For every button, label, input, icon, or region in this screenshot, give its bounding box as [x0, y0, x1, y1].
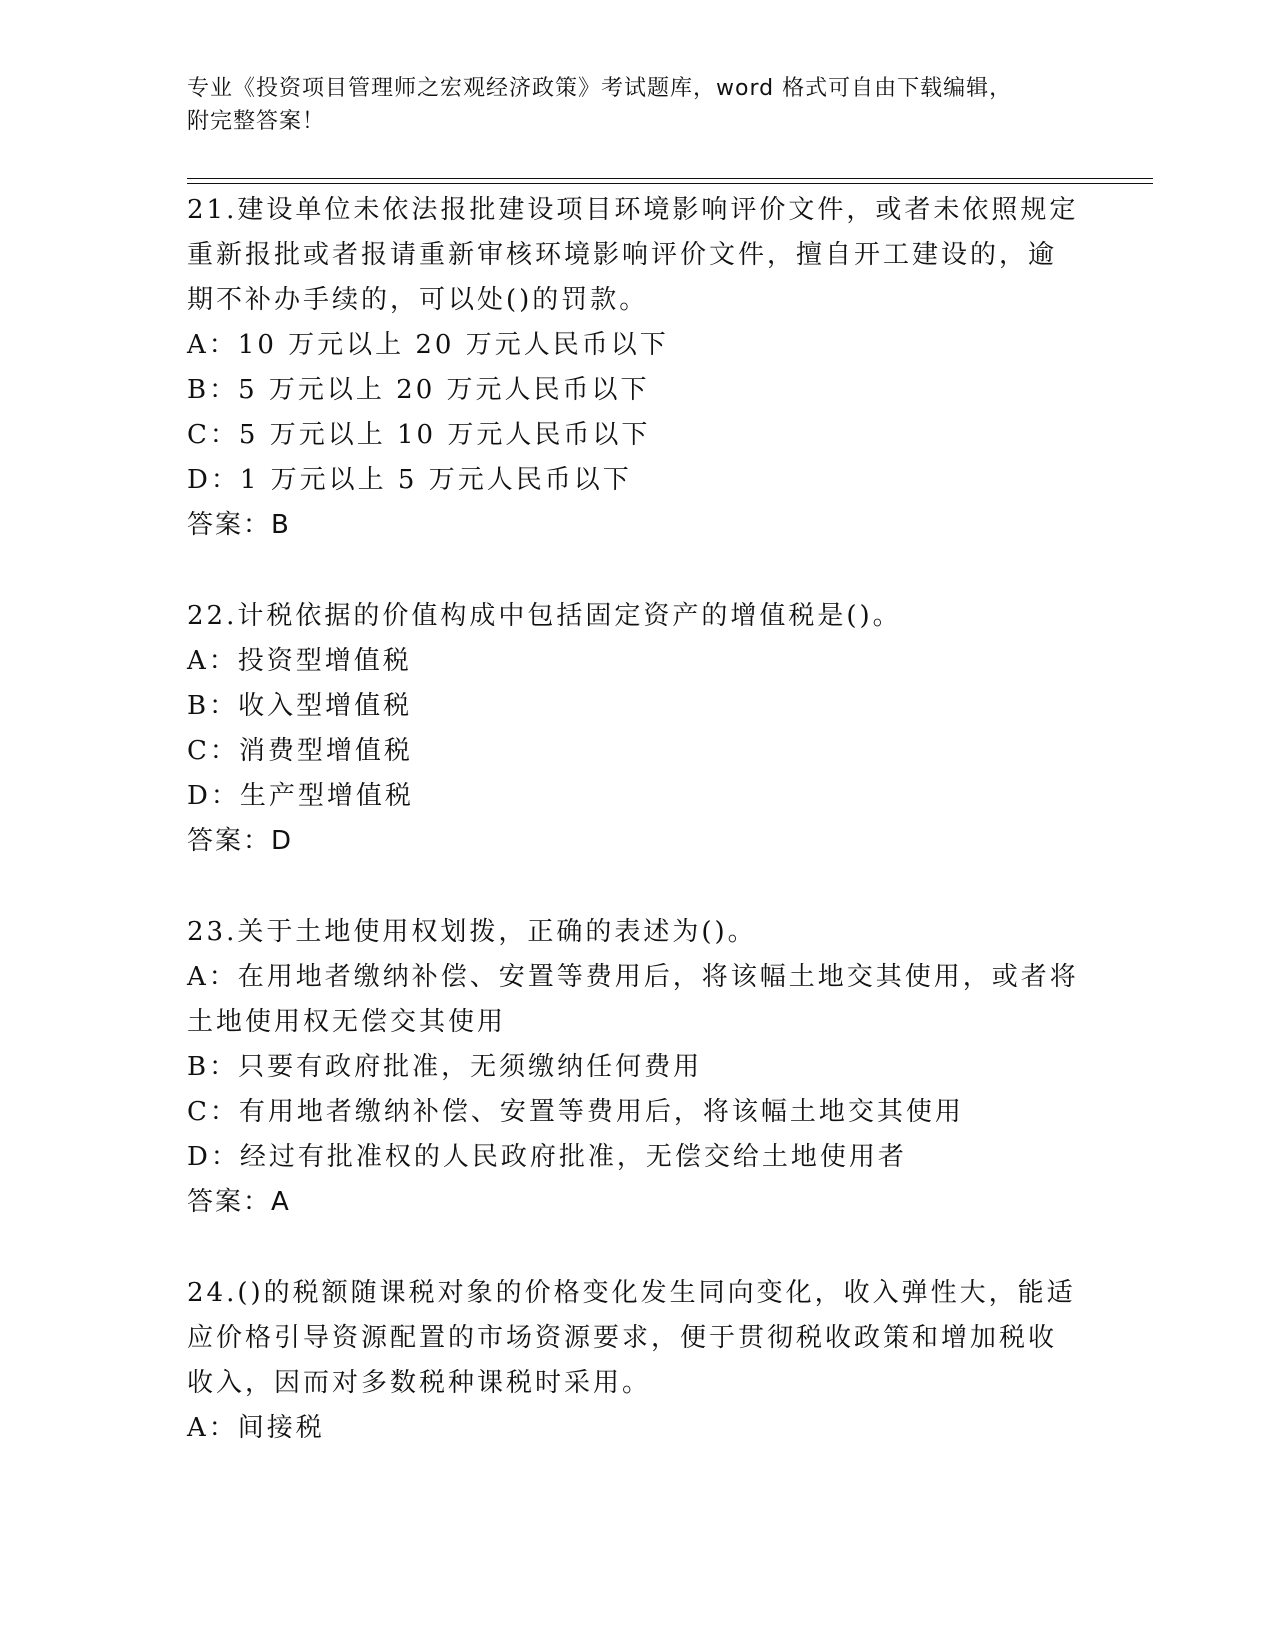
option-a-continuation: 土地使用权无偿交其使用: [187, 1007, 507, 1037]
document-header: [187, 72, 1087, 138]
question-block: [187, 910, 1087, 1225]
question-block: [187, 1271, 1087, 1451]
question-block: [187, 594, 1087, 864]
header-line-1: 专业《投资项目管理师之宏观经济政策》考试题库，word 格式可自由下载编辑，: [187, 76, 1013, 101]
answer-line: 答案：A: [187, 1187, 291, 1217]
answer-line: 答案：D: [187, 826, 294, 856]
question-stem-line: 23.关于土地使用权划拨，正确的表述为()。: [187, 917, 757, 947]
header-divider-bottom: [187, 183, 1153, 184]
question-stem-line: 期不补办手续的，可以处()的罚款。: [187, 285, 649, 315]
question-block: [187, 188, 1087, 548]
header-line-2: 附完整答案！: [187, 109, 326, 134]
option-b: B：收入型增值税: [187, 691, 413, 721]
option-b: B：5 万元以上 20 万元人民币以下: [187, 375, 650, 405]
question-spacer: [187, 864, 1087, 910]
option-c: C：消费型增值税: [187, 736, 413, 766]
option-a: A：间接税: [187, 1413, 325, 1443]
question-stem-line: 应价格引导资源配置的市场资源要求，便于贯彻税收政策和增加税收: [187, 1323, 1058, 1353]
question-spacer: [187, 548, 1087, 594]
option-a: A：10 万元以上 20 万元人民币以下: [187, 330, 669, 360]
option-b: B：只要有政府批准，无须缴纳任何费用: [187, 1052, 703, 1082]
question-list: [187, 188, 1087, 1451]
option-c: C：5 万元以上 10 万元人民币以下: [187, 420, 651, 450]
question-stem-line: 24.()的税额随课税对象的价格变化发生同向变化，收入弹性大，能适: [187, 1278, 1076, 1308]
option-c: C：有用地者缴纳补偿、安置等费用后，将该幅土地交其使用: [187, 1097, 964, 1127]
question-stem-line: 收入，因而对多数税种课税时采用。: [187, 1368, 652, 1398]
question-spacer: [187, 1225, 1087, 1271]
option-d: D：生产型增值税: [187, 781, 414, 811]
option-d: D：1 万元以上 5 万元人民币以下: [187, 465, 632, 495]
question-stem-line: 重新报批或者报请重新审核环境影响评价文件，擅自开工建设的，逾: [187, 240, 1058, 270]
header-divider-top: [187, 178, 1153, 179]
answer-line: 答案：B: [187, 510, 291, 540]
option-a: A：在用地者缴纳补偿、安置等费用后，将该幅土地交其使用，或者将: [187, 962, 1079, 992]
question-stem-line: 22.计税依据的价值构成中包括固定资产的增值税是()。: [187, 601, 902, 631]
option-a: A：投资型增值税: [187, 646, 412, 676]
option-d: D：经过有批准权的人民政府批准，无偿交给土地使用者: [187, 1142, 907, 1172]
question-stem-line: 21.建设单位未依法报批建设项目环境影响评价文件，或者未依照规定: [187, 195, 1079, 225]
